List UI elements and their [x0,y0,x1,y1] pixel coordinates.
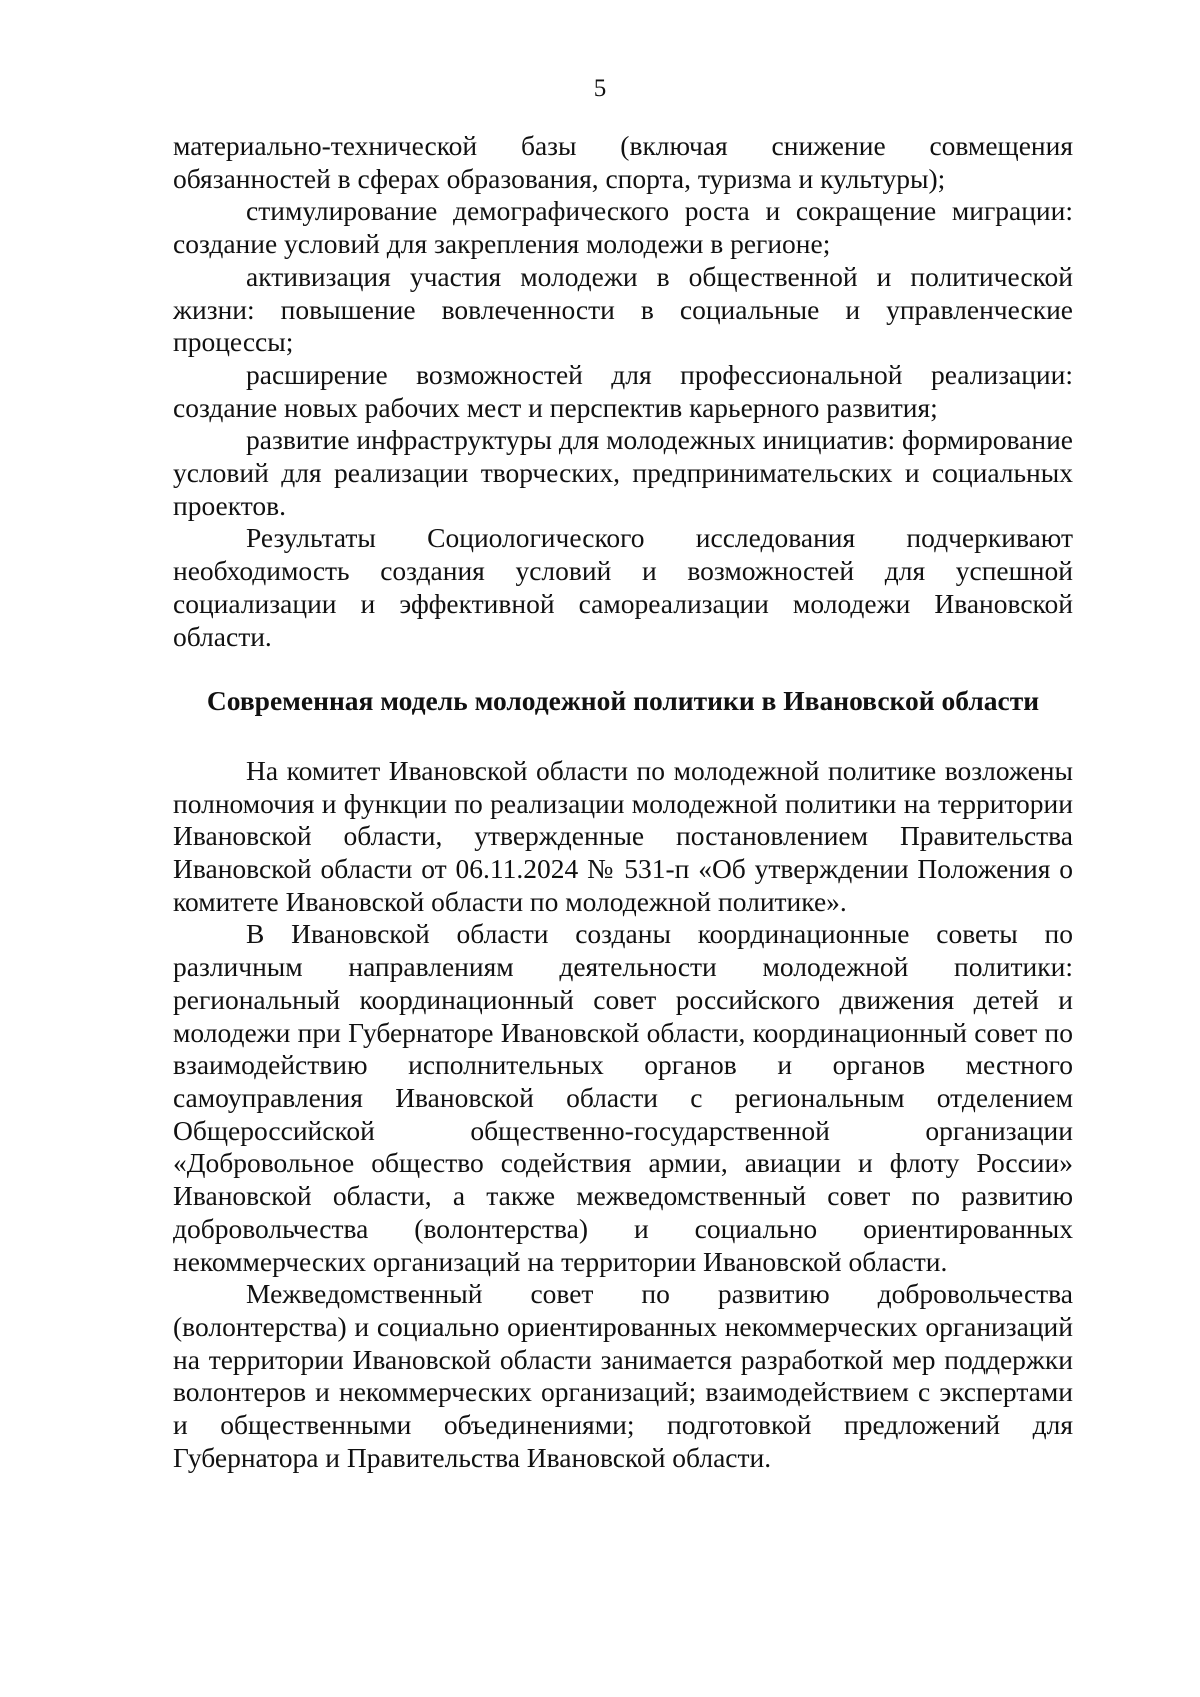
paragraph: На комитет Ивановской области по молодежной политике возложены полномочия и функции по реализации молодежной политики на территории Ивановской области, утвержденные постановлением Правительства Ивановской области от 06.11.2024 № 531-п «Об утверждении Положения о комитете Ивановской области по молодежной политике». [173,754,1073,917]
paragraph: расширение возможностей для профессиональной реализации: создание новых рабочих мест и перспектив карьерного развития; [173,358,1073,423]
page-number: 5 [593,75,607,102]
paragraph: материально-технической базы (включая снижение совмещения обязанностей в сферах образования, спорта, туризма и культуры); [173,130,1073,194]
paragraph: развитие инфраструктуры для молодежных инициатив: формирование условий для реализации творческих, предпринимательских и социальных проектов. [173,424,1073,521]
paragraph: стимулирование демографического роста и сокращение миграции: создание условий для закрепления молодежи в регионе; [173,195,1073,260]
paragraph: Межведомственный совет по развитию добровольчества (волонтерства) и социально ориентированных некоммерческих организаций на территории Ивановской области занимается разработкой мер поддержки волонтеров и некоммерческих организаций; взаимодействием с экспертами и общественными объединениями; подготовкой предложений для Губернатора и Правительства Ивановской области. [173,1278,1073,1473]
paragraph: В Ивановской области созданы координационные советы по различным направлениям деятельности молодежной политики: региональный координационный совет российского движения детей и молодежи при Губернаторе Ивановской области, координационный совет по взаимодействию исполнительных органов и органов местного самоуправления Ивановской области с региональным отделением Общероссийской общественно-государственной организации «Добровольное общество содействия армии, авиации и флоту России» Ивановской области, а также межведомственный совет по развитию добровольчества (волонтерства) и социально ориентированных некоммерческих организаций на территории Ивановской области. [173,918,1073,1277]
paragraph: Результаты Социологического исследования подчеркивают необходимость создания условий и возможностей для успешной социализации и эффективной самореализации молодежи Ивановской области. [173,522,1073,652]
section-heading: Современная модель молодежной политики в Ивановской области [206,685,1040,717]
document-body [173,130,1073,1474]
paragraph: активизация участия молодежи в общественной и политической жизни: повышение вовлеченности в социальные и управленческие процессы; [173,260,1073,358]
